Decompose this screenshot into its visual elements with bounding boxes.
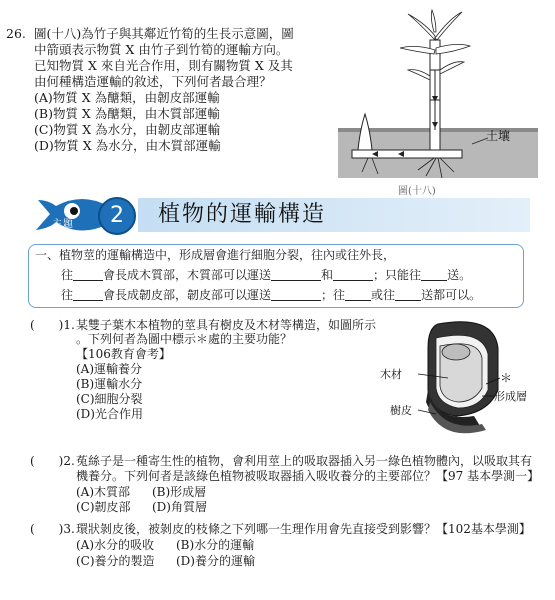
option-d[interactable]: (D)光合作用 bbox=[76, 407, 143, 421]
question-2-options-row bbox=[30, 500, 330, 516]
blank[interactable] bbox=[395, 288, 421, 301]
fill-text: 一、植物莖的運輸構造中，形成層會進行細胞分裂，往內或往外長， bbox=[35, 248, 396, 262]
option-c[interactable]: (C)細胞分裂 bbox=[76, 392, 143, 406]
fill-text: 和 bbox=[321, 268, 334, 282]
option-b[interactable]: (B)形成層 bbox=[152, 485, 207, 499]
rhizome bbox=[352, 150, 462, 158]
option-b[interactable]: (B)物質 X 為醣類，由木質部運輸 bbox=[34, 106, 220, 121]
question-source: 【106教育會考】 bbox=[76, 347, 171, 361]
fill-text: 會長成木質部，木質部可以運送 bbox=[103, 268, 272, 282]
option-c[interactable]: (C)養分的製造 bbox=[76, 554, 155, 568]
fill-text: 送。 bbox=[447, 268, 472, 282]
option-c[interactable]: (C)物質 X 為水分，由韌皮部運輸 bbox=[34, 122, 221, 137]
stem-section-figure bbox=[376, 318, 536, 453]
fill-text: 會長成韌皮部，韌皮部可以運送 bbox=[103, 288, 272, 302]
question-text-line: 由何種構造運輸的敘述，下列何者最合理？ bbox=[34, 74, 272, 89]
option-a[interactable]: (A)水分的吸收 bbox=[76, 538, 155, 552]
blank[interactable] bbox=[271, 268, 321, 281]
fill-in-box bbox=[28, 244, 524, 308]
option-a[interactable]: (A)物質 X 為醣類，由韌皮部運輸 bbox=[34, 90, 220, 105]
fill-text: 往 bbox=[61, 288, 74, 302]
label-cambium: 形成層 bbox=[494, 390, 527, 403]
blank[interactable] bbox=[345, 288, 371, 301]
option-a[interactable]: (A)運輸養分 bbox=[76, 362, 143, 376]
question-1 bbox=[30, 318, 375, 448]
question-3 bbox=[30, 522, 540, 578]
question-26 bbox=[6, 26, 334, 154]
option-d[interactable]: (D)物質 X 為水分，由木質部運輸 bbox=[34, 138, 221, 153]
fill-text: ；往 bbox=[321, 288, 346, 302]
figure-caption: 圖(十八) bbox=[398, 186, 436, 197]
option-a[interactable]: (A)木質部 bbox=[76, 485, 131, 499]
option-d[interactable]: (D)養分的運輸 bbox=[176, 554, 255, 568]
label-asterisk: ＊ bbox=[500, 371, 513, 385]
question-text-line: 菟絲子是一種寄生性的植物，會利用莖上的吸取器插入另一綠色植物體內，以吸取其有 bbox=[76, 454, 533, 468]
label-bark: 樹皮 bbox=[390, 404, 412, 417]
fill-text: 往 bbox=[61, 268, 74, 282]
theme-number: 2 bbox=[98, 197, 136, 235]
fill-text: 或往 bbox=[371, 288, 396, 302]
answer-paren[interactable]: ( )3. bbox=[30, 522, 75, 536]
answer-paren[interactable]: ( )1. bbox=[30, 318, 75, 332]
fill-line-3 bbox=[61, 286, 481, 305]
question-text-line: 機養分。下列何者是該綠色植物被吸取器插入吸收養分的主要部位？【97 基本學測一】 bbox=[76, 469, 540, 483]
fill-line-1 bbox=[35, 246, 395, 265]
option-d[interactable]: (D)角質層 bbox=[152, 500, 207, 514]
question-text-line: 中箭頭表示物質 X 由竹子到竹筍的運輸方向。 bbox=[34, 42, 289, 57]
fill-text: 送都可以。 bbox=[421, 288, 482, 302]
question-text-line: 環狀剝皮後，被剝皮的枝條之下列哪一生理作用會先直接受到影響？【102基本學測】 bbox=[76, 522, 531, 536]
question-text-line: 某雙子葉木本植物的莖具有樹皮及木材等構造，如圖所示 bbox=[76, 318, 377, 332]
question-number: 26. bbox=[6, 26, 26, 41]
theme-label: 主題 bbox=[52, 219, 74, 230]
bamboo-shoot bbox=[358, 114, 372, 150]
fill-line-2 bbox=[61, 266, 471, 285]
question-text-line: 圖(十八)為竹子與其鄰近竹筍的生長示意圖，圖 bbox=[34, 26, 294, 41]
fill-text: ；只能往 bbox=[373, 268, 422, 282]
blank[interactable] bbox=[271, 288, 321, 301]
blank[interactable] bbox=[73, 288, 103, 301]
option-b[interactable]: (B)運輸水分 bbox=[76, 377, 143, 391]
answer-paren[interactable]: ( )2. bbox=[30, 454, 75, 468]
blank[interactable] bbox=[333, 268, 373, 281]
bamboo-figure bbox=[338, 10, 538, 197]
question-text-line: 。下列何者為圖中標示＊處的主要功能？ bbox=[76, 332, 293, 346]
label-wood: 木材 bbox=[380, 368, 402, 381]
question-2 bbox=[30, 454, 540, 502]
theme-header bbox=[30, 194, 530, 238]
blank[interactable] bbox=[421, 268, 447, 281]
option-c[interactable]: (C)韌皮部 bbox=[76, 500, 131, 514]
soil-label: 土壤 bbox=[486, 129, 511, 143]
option-b[interactable]: (B)水分的運輸 bbox=[176, 538, 255, 552]
theme-title: 植物的運輸構造 bbox=[158, 202, 327, 227]
question-text-line: 已知物質 X 來自光合作用，則有關物質 X 及其 bbox=[34, 58, 293, 73]
blank[interactable] bbox=[73, 268, 103, 281]
